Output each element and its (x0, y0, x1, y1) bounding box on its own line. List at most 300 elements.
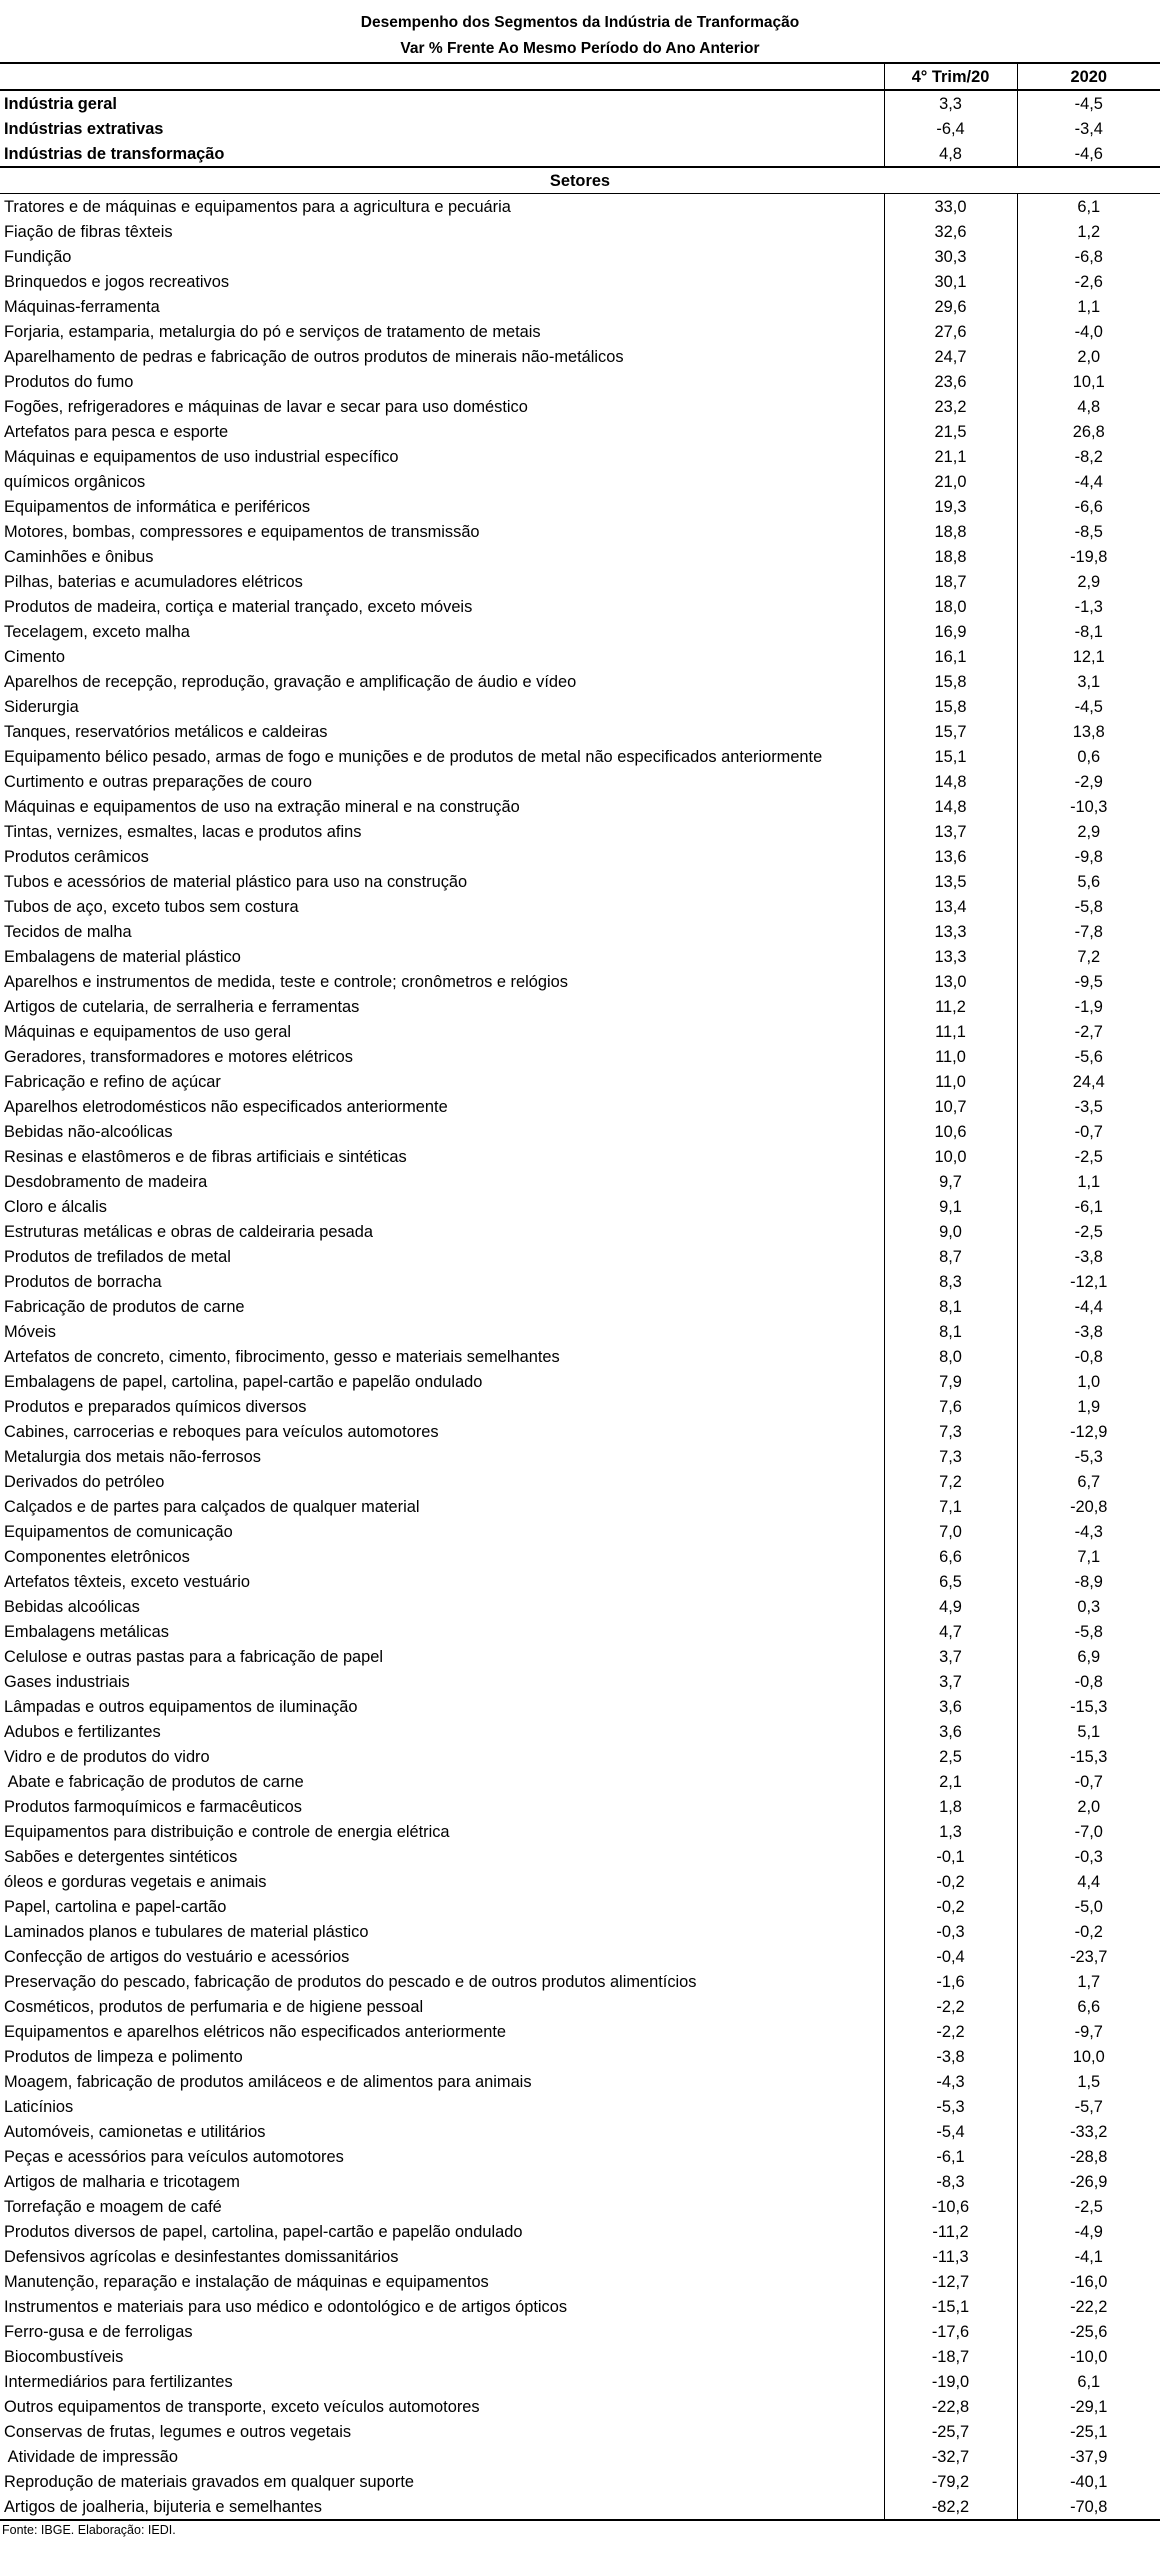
row-label: Laminados planos e tubulares de material plástico (4, 1922, 369, 1941)
sector-row (0, 1544, 1160, 1569)
row-label: Biocombustíveis (4, 2347, 124, 2366)
quarter-value: 15,8 (884, 669, 1017, 694)
sector-row (0, 1369, 1160, 1394)
year-value: -0,3 (1017, 1844, 1160, 1869)
row-label: Tubos e acessórios de material plástico para uso na construção (4, 872, 468, 891)
sector-rows (0, 194, 1160, 2521)
row-label: Laticínios (4, 2097, 74, 2116)
sector-row (0, 744, 1160, 769)
quarter-value: -0,1 (884, 1844, 1017, 1869)
quarter-value: -12,7 (884, 2269, 1017, 2294)
quarter-value: 30,3 (884, 244, 1017, 269)
row-label: Tratores e de máquinas e equipamentos para a agricultura e pecuária (4, 197, 511, 216)
sector-row (0, 2294, 1160, 2319)
sector-row (0, 1044, 1160, 1069)
sector-row (0, 1419, 1160, 1444)
year-value: -3,4 (1017, 116, 1160, 141)
year-value: -2,5 (1017, 1219, 1160, 1244)
year-value: 1,1 (1017, 1169, 1160, 1194)
row-label: Embalagens de material plástico (4, 947, 241, 966)
row-label: Sabões e detergentes sintéticos (4, 1847, 238, 1866)
year-value: 7,2 (1017, 944, 1160, 969)
row-label: Produtos cerâmicos (4, 847, 149, 866)
sector-row (0, 2119, 1160, 2144)
year-value: -1,9 (1017, 994, 1160, 1019)
quarter-value: 18,8 (884, 544, 1017, 569)
row-label: Preservação do pescado, fabricação de produtos do pescado e de outros produtos alimentícios (4, 1972, 697, 1991)
sector-row (0, 769, 1160, 794)
year-value: -5,0 (1017, 1894, 1160, 1919)
year-value: -2,7 (1017, 1019, 1160, 1044)
sector-row (0, 519, 1160, 544)
sector-row (0, 2269, 1160, 2294)
sector-row (0, 869, 1160, 894)
quarter-value: 15,7 (884, 719, 1017, 744)
year-value: -4,6 (1017, 141, 1160, 167)
row-label: Motores, bombas, compressores e equipamentos de transmissão (4, 522, 480, 541)
row-label: Fiação de fibras têxteis (4, 222, 173, 241)
year-value: -9,5 (1017, 969, 1160, 994)
quarter-value: -11,2 (884, 2219, 1017, 2244)
sector-row (0, 1469, 1160, 1494)
quarter-value: 6,5 (884, 1569, 1017, 1594)
year-value: 0,3 (1017, 1594, 1160, 1619)
quarter-value: 11,1 (884, 1019, 1017, 1044)
quarter-value: 11,0 (884, 1069, 1017, 1094)
quarter-value: 7,3 (884, 1419, 1017, 1444)
row-label: Produtos do fumo (4, 372, 134, 391)
quarter-value: 13,6 (884, 844, 1017, 869)
row-label: Produtos de trefilados de metal (4, 1247, 231, 1266)
sector-row (0, 294, 1160, 319)
sector-row (0, 1269, 1160, 1294)
row-label: Artigos de joalheria, bijuteria e semelhantes (0, 2494, 884, 2520)
sector-row (0, 444, 1160, 469)
row-label: Calçados e de partes para calçados de qualquer material (4, 1497, 420, 1516)
row-label: Moagem, fabricação de produtos amiláceos e de alimentos para animais (4, 2072, 532, 2091)
sector-row (0, 494, 1160, 519)
quarter-value: -2,2 (884, 2019, 1017, 2044)
year-value: 1,9 (1017, 1394, 1160, 1419)
quarter-value: 23,2 (884, 394, 1017, 419)
row-label: Produtos diversos de papel, cartolina, papel-cartão e papelão ondulado (4, 2222, 523, 2241)
quarter-value: -32,7 (884, 2444, 1017, 2469)
year-value: -8,5 (1017, 519, 1160, 544)
row-label: Metalurgia dos metais não-ferrosos (4, 1447, 261, 1466)
year-value: -2,6 (1017, 269, 1160, 294)
row-label: Cabines, carrocerias e reboques para veículos automotores (4, 1422, 439, 1441)
row-label: Peças e acessórios para veículos automotores (4, 2147, 344, 2166)
sector-row (0, 794, 1160, 819)
quarter-value: -22,8 (884, 2394, 1017, 2419)
year-value: -4,0 (1017, 319, 1160, 344)
year-value: -0,2 (1017, 1919, 1160, 1944)
quarter-value: 10,7 (884, 1094, 1017, 1119)
row-label: Máquinas-ferramenta (4, 297, 160, 316)
sector-row (0, 1644, 1160, 1669)
year-value: 5,1 (1017, 1719, 1160, 1744)
year-value: -9,7 (1017, 2019, 1160, 2044)
sector-row (0, 1169, 1160, 1194)
row-label: Abate e fabricação de produtos de carne (4, 1772, 304, 1791)
sector-row (0, 1219, 1160, 1244)
sector-row (0, 319, 1160, 344)
year-value: -6,6 (1017, 494, 1160, 519)
year-value: -33,2 (1017, 2119, 1160, 2144)
year-value: -10,3 (1017, 794, 1160, 819)
quarter-value: 27,6 (884, 319, 1017, 344)
row-label: Estruturas metálicas e obras de caldeiraria pesada (4, 1222, 373, 1241)
row-label: Cloro e álcalis (4, 1197, 107, 1216)
year-value: 7,1 (1017, 1544, 1160, 1569)
sector-row (0, 1744, 1160, 1769)
row-label: Indústrias de transformação (0, 141, 884, 167)
quarter-value: 3,3 (884, 90, 1017, 116)
row-label: Atividade de impressão (4, 2447, 179, 2466)
row-label: Cosméticos, produtos de perfumaria e de higiene pessoal (4, 1997, 424, 2016)
year-value: 2,9 (1017, 819, 1160, 844)
year-value: 1,7 (1017, 1969, 1160, 1994)
quarter-value: -19,0 (884, 2369, 1017, 2394)
row-label: Indústria geral (4, 94, 117, 113)
row-label: Ferro-gusa e de ferroligas (4, 2322, 193, 2341)
row-label: Aparelhos de recepção, reprodução, gravação e amplificação de áudio e vídeo (4, 672, 577, 691)
row-label: Intermediários para fertilizantes (4, 2372, 233, 2391)
row-label: Resinas e elastômeros e de fibras artificiais e sintéticas (4, 1147, 407, 1166)
quarter-value: 11,0 (884, 1044, 1017, 1069)
row-label: Indústrias extrativas (4, 119, 164, 138)
year-value: -3,8 (1017, 1319, 1160, 1344)
sector-row (0, 1019, 1160, 1044)
sector-row (0, 819, 1160, 844)
row-label: Vidro e de produtos do vidro (4, 1747, 210, 1766)
year-value: -8,1 (1017, 619, 1160, 644)
year-value: -9,8 (1017, 844, 1160, 869)
sector-row (0, 544, 1160, 569)
quarter-value: -10,6 (884, 2194, 1017, 2219)
header-row (0, 63, 1160, 90)
year-value: -29,1 (1017, 2394, 1160, 2419)
row-label: Tanques, reservatórios metálicos e caldeiras (4, 722, 328, 741)
year-value: 1,5 (1017, 2069, 1160, 2094)
year-value: 24,4 (1017, 1069, 1160, 1094)
row-label: Tintas, vernizes, esmaltes, lacas e produtos afins (4, 822, 362, 841)
quarter-value: -0,4 (884, 1944, 1017, 1969)
sector-row (0, 2244, 1160, 2269)
year-value: -25,1 (1017, 2419, 1160, 2444)
sector-row (0, 1944, 1160, 1969)
sector-row (0, 1444, 1160, 1469)
row-label: Produtos de borracha (4, 1272, 162, 1291)
sector-row (0, 569, 1160, 594)
row-label: Produtos e preparados químicos diversos (4, 1397, 307, 1416)
year-value: -26,9 (1017, 2169, 1160, 2194)
row-label: Equipamentos para distribuição e controle de energia elétrica (4, 1822, 450, 1841)
sector-row (0, 1494, 1160, 1519)
row-label: Bebidas alcoólicas (4, 1597, 140, 1616)
quarter-value: -8,3 (884, 2169, 1017, 2194)
row-label: Componentes eletrônicos (4, 1547, 190, 1566)
quarter-value: 2,5 (884, 1744, 1017, 1769)
row-label: Tecelagem, exceto malha (4, 622, 190, 641)
row-label: Aparelhos eletrodomésticos não especificados anteriormente (4, 1097, 448, 1116)
quarter-value: -3,8 (884, 2044, 1017, 2069)
row-label: Artigos de cutelaria, de serralheria e ferramentas (4, 997, 360, 1016)
year-value: 2,9 (1017, 569, 1160, 594)
quarter-value: 21,1 (884, 444, 1017, 469)
quarter-value: 3,7 (884, 1669, 1017, 1694)
year-value: -28,8 (1017, 2144, 1160, 2169)
year-value: -7,8 (1017, 919, 1160, 944)
sector-row (0, 469, 1160, 494)
row-label: Siderurgia (4, 697, 79, 716)
row-label: Artefatos de concreto, cimento, fibrocimento, gesso e materiais semelhantes (4, 1347, 560, 1366)
year-value: -5,7 (1017, 2094, 1160, 2119)
sector-row (0, 1669, 1160, 1694)
sector-row (0, 1869, 1160, 1894)
row-label: Derivados do petróleo (4, 1472, 165, 1491)
sector-row (0, 1344, 1160, 1369)
quarter-value: 7,0 (884, 1519, 1017, 1544)
quarter-value: 15,8 (884, 694, 1017, 719)
year-value: -5,8 (1017, 894, 1160, 919)
quarter-value: 4,7 (884, 1619, 1017, 1644)
sector-row (0, 2444, 1160, 2469)
year-value: -12,9 (1017, 1419, 1160, 1444)
year-value: -40,1 (1017, 2469, 1160, 2494)
row-label: Fogões, refrigeradores e máquinas de lavar e secar para uso doméstico (4, 397, 528, 416)
year-value: -3,8 (1017, 1244, 1160, 1269)
aggregate-row (0, 141, 1160, 167)
year-value: 1,2 (1017, 219, 1160, 244)
row-label: Conservas de frutas, legumes e outros vegetais (4, 2422, 352, 2441)
year-value: 5,6 (1017, 869, 1160, 894)
row-label: Fabricação de produtos de carne (4, 1297, 245, 1316)
year-value: -37,9 (1017, 2444, 1160, 2469)
quarter-value: 16,1 (884, 644, 1017, 669)
quarter-value: -25,7 (884, 2419, 1017, 2444)
sector-row (0, 1519, 1160, 1544)
sector-row (0, 2019, 1160, 2044)
quarter-value: 1,3 (884, 1819, 1017, 1844)
year-value: 10,1 (1017, 369, 1160, 394)
quarter-value: -17,6 (884, 2319, 1017, 2344)
row-label: Equipamentos de informática e periféricos (4, 497, 311, 516)
sector-row (0, 1119, 1160, 1144)
header-label (0, 63, 884, 90)
year-value: -3,5 (1017, 1094, 1160, 1119)
sector-row (0, 2194, 1160, 2219)
quarter-value: 23,6 (884, 369, 1017, 394)
row-label: Tubos de aço, exceto tubos sem costura (4, 897, 299, 916)
year-value: -4,4 (1017, 1294, 1160, 1319)
sector-row (0, 919, 1160, 944)
quarter-value: 8,3 (884, 1269, 1017, 1294)
year-value: -15,3 (1017, 1694, 1160, 1719)
quarter-value: 7,9 (884, 1369, 1017, 1394)
quarter-value: 13,0 (884, 969, 1017, 994)
sector-row (0, 344, 1160, 369)
year-value: -70,8 (1017, 2494, 1160, 2520)
quarter-value: 13,3 (884, 944, 1017, 969)
year-value: -4,5 (1017, 90, 1160, 116)
sector-row (0, 1094, 1160, 1119)
quarter-value: 8,1 (884, 1319, 1017, 1344)
sector-row (0, 719, 1160, 744)
year-value: -7,0 (1017, 1819, 1160, 1844)
row-label: Pilhas, baterias e acumuladores elétricos (4, 572, 303, 591)
sector-row (0, 1819, 1160, 1844)
quarter-value: 21,0 (884, 469, 1017, 494)
row-label: Máquinas e equipamentos de uso na extração mineral e na construção (4, 797, 520, 816)
sector-row (0, 2319, 1160, 2344)
quarter-value: 10,0 (884, 1144, 1017, 1169)
row-label: químicos orgânicos (4, 472, 146, 491)
sector-row (0, 1844, 1160, 1869)
row-label: Celulose e outras pastas para a fabricação de papel (4, 1647, 384, 1666)
quarter-value: 14,8 (884, 794, 1017, 819)
source-note: Fonte: IBGE. Elaboração: IEDI. (2, 2523, 176, 2537)
row-label: Produtos farmoquímicos e farmacêuticos (4, 1797, 302, 1816)
year-value: -22,2 (1017, 2294, 1160, 2319)
quarter-value: -6,4 (884, 116, 1017, 141)
quarter-value: -79,2 (884, 2469, 1017, 2494)
row-label: Manutenção, reparação e instalação de máquinas e equipamentos (4, 2272, 489, 2291)
row-label: Aparelhamento de pedras e fabricação de outros produtos de minerais não-metálicos (4, 347, 624, 366)
quarter-value: 18,8 (884, 519, 1017, 544)
year-value: 3,1 (1017, 669, 1160, 694)
sector-row (0, 269, 1160, 294)
sector-row (0, 1144, 1160, 1169)
row-label: Forjaria, estamparia, metalurgia do pó e serviços de tratamento de metais (4, 322, 541, 341)
quarter-value: 16,9 (884, 619, 1017, 644)
quarter-value: -4,3 (884, 2069, 1017, 2094)
header-quarter: 4° Trim/20 (884, 63, 1017, 90)
quarter-value: 18,7 (884, 569, 1017, 594)
quarter-value: -0,2 (884, 1894, 1017, 1919)
year-value: 26,8 (1017, 419, 1160, 444)
sector-row (0, 994, 1160, 1019)
year-value: 6,9 (1017, 1644, 1160, 1669)
sector-row (0, 1794, 1160, 1819)
year-value: -0,8 (1017, 1344, 1160, 1369)
sector-row (0, 644, 1160, 669)
row-label: Torrefação e moagem de café (4, 2197, 222, 2216)
row-label: Artefatos para pesca e esporte (4, 422, 229, 441)
sector-row (0, 619, 1160, 644)
sector-row (0, 2469, 1160, 2494)
year-value: 6,6 (1017, 1994, 1160, 2019)
sector-row (0, 1894, 1160, 1919)
sector-row (0, 1594, 1160, 1619)
sector-row (0, 1769, 1160, 1794)
year-value: 1,1 (1017, 294, 1160, 319)
sector-row (0, 969, 1160, 994)
row-label: Equipamentos de comunicação (4, 1522, 233, 1541)
row-label: Fundição (4, 247, 72, 266)
year-value: -4,4 (1017, 469, 1160, 494)
sector-row (0, 844, 1160, 869)
sector-row (0, 369, 1160, 394)
aggregate-row (0, 116, 1160, 141)
year-value: -5,6 (1017, 1044, 1160, 1069)
quarter-value: 9,7 (884, 1169, 1017, 1194)
sector-row (0, 2394, 1160, 2419)
year-value: -15,3 (1017, 1744, 1160, 1769)
quarter-value: 9,0 (884, 1219, 1017, 1244)
quarter-value: -2,2 (884, 1994, 1017, 2019)
section-header: Setores (0, 167, 1160, 194)
row-label: Produtos de limpeza e polimento (4, 2047, 243, 2066)
report-sheet (0, 10, 1160, 2549)
quarter-value: 15,1 (884, 744, 1017, 769)
quarter-value: -18,7 (884, 2344, 1017, 2369)
section-header-row (0, 167, 1160, 194)
year-value: -1,3 (1017, 594, 1160, 619)
quarter-value: 4,8 (884, 141, 1017, 167)
sector-row (0, 1569, 1160, 1594)
quarter-value: 14,8 (884, 769, 1017, 794)
quarter-value: 7,3 (884, 1444, 1017, 1469)
year-value: -6,1 (1017, 1194, 1160, 1219)
sector-row (0, 2094, 1160, 2119)
row-label: Embalagens de papel, cartolina, papel-cartão e papelão ondulado (4, 1372, 483, 1391)
quarter-value: -6,1 (884, 2144, 1017, 2169)
quarter-value: -0,2 (884, 1869, 1017, 1894)
aggregate-row (0, 90, 1160, 116)
sector-row (0, 1969, 1160, 1994)
table-title: Desempenho dos Segmentos da Indústria de Tranformação (360, 14, 800, 31)
year-value: 0,6 (1017, 744, 1160, 769)
row-label: Móveis (4, 1322, 56, 1341)
year-value: -12,1 (1017, 1269, 1160, 1294)
sector-row (0, 1319, 1160, 1344)
quarter-value: 7,6 (884, 1394, 1017, 1419)
sector-row (0, 694, 1160, 719)
row-label: Bebidas não-alcoólicas (4, 1122, 173, 1141)
table-subtitle: Var % Frente Ao Mesmo Período do Ano Anterior (400, 40, 760, 57)
performance-table (0, 62, 1160, 2521)
row-label: Brinquedos e jogos recreativos (4, 272, 230, 291)
row-label: Caminhões e ônibus (4, 547, 154, 566)
year-value: -10,0 (1017, 2344, 1160, 2369)
year-value: -0,7 (1017, 1119, 1160, 1144)
sector-row (0, 1394, 1160, 1419)
sector-row (0, 2144, 1160, 2169)
quarter-value: -0,3 (884, 1919, 1017, 1944)
quarter-value: -5,3 (884, 2094, 1017, 2119)
year-value: -4,1 (1017, 2244, 1160, 2269)
year-value: -5,8 (1017, 1619, 1160, 1644)
year-value: -20,8 (1017, 1494, 1160, 1519)
year-value: -23,7 (1017, 1944, 1160, 1969)
quarter-value: 2,1 (884, 1769, 1017, 1794)
year-value: 1,0 (1017, 1369, 1160, 1394)
sector-row (0, 1194, 1160, 1219)
quarter-value: -15,1 (884, 2294, 1017, 2319)
year-value: -4,9 (1017, 2219, 1160, 2244)
sector-row (0, 2044, 1160, 2069)
row-label: Reprodução de materiais gravados em qualquer suporte (4, 2472, 415, 2491)
year-value: -8,9 (1017, 1569, 1160, 1594)
row-label: Papel, cartolina e papel-cartão (4, 1897, 227, 1916)
sector-row (0, 2419, 1160, 2444)
quarter-value: 7,1 (884, 1494, 1017, 1519)
year-value: 2,0 (1017, 1794, 1160, 1819)
year-value: -5,3 (1017, 1444, 1160, 1469)
year-value: 6,7 (1017, 1469, 1160, 1494)
quarter-value: 3,6 (884, 1694, 1017, 1719)
